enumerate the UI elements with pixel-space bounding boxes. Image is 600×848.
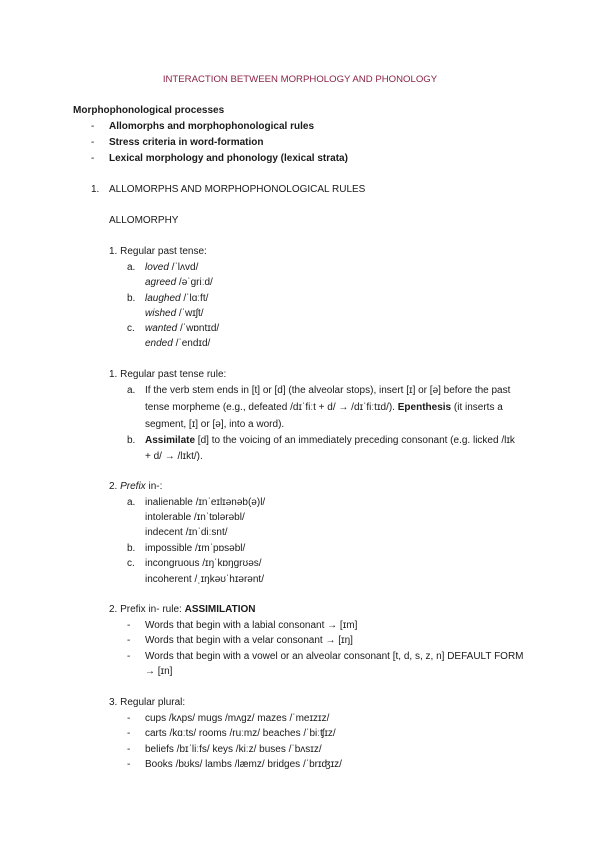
heading-part: Prefix bbox=[120, 481, 146, 492]
example-line bbox=[145, 276, 213, 290]
example-word: wanted bbox=[145, 323, 178, 334]
rule-text bbox=[145, 434, 515, 448]
rule-item: Words that begin with a vowel or an alveolar consonant [t, d, s, z, n] DEFAULT FORM bbox=[145, 651, 524, 662]
heading-part: 2. bbox=[109, 481, 121, 492]
example-ipa: /ˈlʌvd/ bbox=[168, 262, 199, 273]
bullet-dash: - bbox=[91, 121, 95, 132]
rule-item-continuation: → [ɪn] bbox=[145, 666, 173, 677]
example-word: wished bbox=[145, 308, 177, 319]
example-line: incoherent /ˌɪŋkəʊˈhɪərənt/ bbox=[145, 574, 264, 585]
subsection-title: ALLOMORPHY bbox=[109, 215, 179, 226]
rule-item: Words that begin with a labial consonant → [ɪm] bbox=[145, 620, 358, 631]
bullet-dash: - bbox=[127, 713, 131, 724]
rule-item: Words that begin with a velar consonant → [ɪŋ] bbox=[145, 635, 353, 646]
item-marker: a. bbox=[127, 385, 136, 396]
rule-text: If the verb stem ends in [t] or [d] (the alveolar stops), insert [ɪ] or [ə] before the past bbox=[145, 385, 511, 396]
example-word: agreed bbox=[145, 277, 177, 288]
example-word: loved bbox=[145, 262, 169, 273]
section-title: ALLOMORPHS AND MORPHOPHONOLOGICAL RULES bbox=[109, 184, 366, 195]
example-line: impossible /ɪmˈpɒsəbl/ bbox=[145, 543, 246, 554]
rule-text-part: tense morpheme (e.g., defeated /dɪˈfiːt + d/ → /dɪˈfiːtɪd/). bbox=[145, 402, 398, 413]
bullet-dash: - bbox=[91, 137, 95, 148]
plural-item: Books /bʊks/ lambs /læmz/ bridges /ˈbrɪʤɪz/ bbox=[145, 759, 342, 770]
item-marker: a. bbox=[127, 497, 136, 508]
outline-item-2: Stress criteria in word-formation bbox=[109, 137, 264, 148]
example-ipa: /ˈwɪʃt/ bbox=[176, 308, 204, 319]
example-ipa: /əˈgriːd/ bbox=[176, 277, 213, 288]
rule-text: segment, [ɪ] or [ə], into a word). bbox=[145, 419, 285, 430]
example-ipa: /ˈlɑːft/ bbox=[180, 293, 209, 304]
example-ipa: /ˈendɪd/ bbox=[172, 338, 211, 349]
term-assimilate: Assimilate bbox=[145, 435, 196, 446]
prefix-rule-heading bbox=[109, 603, 256, 617]
past-tense-heading: 1. Regular past tense: bbox=[109, 246, 207, 257]
rule-text-part: [d] to the voicing of an immediately preceding consonant (e.g. licked /lɪk bbox=[195, 435, 515, 446]
section-heading: Morphophonological processes bbox=[73, 105, 225, 116]
bullet-dash: - bbox=[127, 744, 131, 755]
example-line: indecent /ɪnˈdiːsnt/ bbox=[145, 527, 228, 538]
example-line: intolerable /ɪnˈtɒlərəbl/ bbox=[145, 512, 245, 523]
bullet-dash: - bbox=[127, 620, 131, 631]
item-marker: c. bbox=[127, 323, 135, 334]
plural-item: cups /kʌps/ mugs /mʌgz/ mazes /ˈmeɪzɪz/ bbox=[145, 713, 330, 724]
plural-heading: 3. Regular plural: bbox=[109, 697, 186, 708]
example-line: inalienable /ɪnˈeɪlɪənəb(ə)l/ bbox=[145, 497, 266, 508]
item-marker: b. bbox=[127, 293, 136, 304]
bullet-dash: - bbox=[91, 153, 95, 164]
example-word: laughed bbox=[145, 293, 181, 304]
bullet-dash: - bbox=[127, 759, 131, 770]
outline-item-1: Allomorphs and morphophonological rules bbox=[109, 121, 315, 132]
outline-item-3: Lexical morphology and phonology (lexical strata) bbox=[109, 153, 348, 164]
plural-item: beliefs /bɪˈliːfs/ keys /kiːz/ buses /ˈbʌsɪz/ bbox=[145, 744, 322, 755]
item-marker: b. bbox=[127, 543, 136, 554]
example-line bbox=[145, 307, 204, 321]
bullet-dash: - bbox=[127, 635, 131, 646]
section-number: 1. bbox=[91, 184, 100, 195]
rule-text-part: (it inserts a bbox=[451, 402, 503, 413]
example-line bbox=[145, 261, 198, 275]
item-marker: a. bbox=[127, 262, 136, 273]
plural-item: carts /kɑːts/ rooms /ruːmz/ beaches /ˈbiːʧɪz/ bbox=[145, 728, 336, 739]
heading-part: in-: bbox=[145, 481, 163, 492]
bullet-dash: - bbox=[127, 728, 131, 739]
item-marker: c. bbox=[127, 558, 135, 569]
heading-part: 2. Prefix in- rule: bbox=[109, 604, 185, 615]
example-line bbox=[145, 292, 208, 306]
rule-text bbox=[145, 401, 503, 415]
term-assimilation: ASSIMILATION bbox=[184, 604, 256, 615]
past-rule-heading: 1. Regular past tense rule: bbox=[109, 369, 227, 380]
example-line bbox=[145, 322, 219, 336]
rule-text: + d/ → /lɪkt/). bbox=[145, 451, 203, 462]
item-marker: b. bbox=[127, 435, 136, 446]
term-epenthesis: Epenthesis bbox=[397, 402, 452, 413]
example-ipa: /ˈwɒntɪd/ bbox=[177, 323, 220, 334]
example-word: ended bbox=[145, 338, 173, 349]
example-line: incongruous /ɪŋˈkɒŋgrʊəs/ bbox=[145, 558, 262, 569]
bullet-dash: - bbox=[127, 651, 131, 662]
document-title: INTERACTION BETWEEN MORPHOLOGY AND PHONOLOGY bbox=[162, 74, 438, 85]
example-line bbox=[145, 337, 210, 351]
prefix-heading bbox=[109, 480, 162, 494]
